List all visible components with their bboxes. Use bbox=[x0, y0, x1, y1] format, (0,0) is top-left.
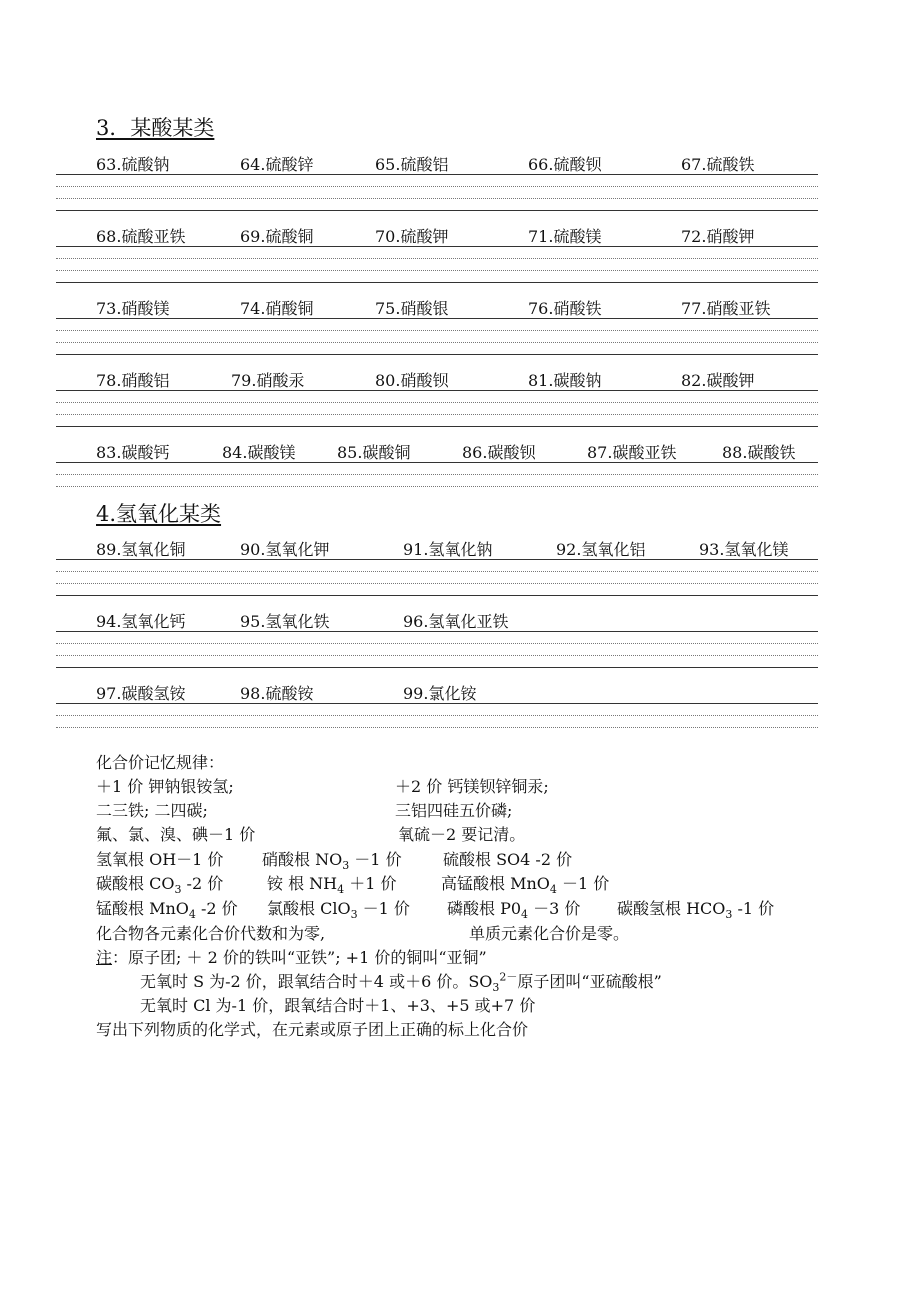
note-line: 无氧时 S 为-2 价，跟氧结合时＋4 或＋6 价。$SO_3^{2-}$原子团叫“亚硫酸根” bbox=[140, 970, 662, 995]
writing-line bbox=[56, 390, 818, 391]
compound-item: 89.氢氧化铜 bbox=[96, 540, 186, 559]
rule-text: 氧硫－2 要记清。 bbox=[398, 825, 526, 844]
compound-item: 71.硫酸镁 bbox=[528, 227, 602, 246]
compound-item: 67.硫酸铁 bbox=[681, 155, 755, 174]
rule-sum: 单质元素化合价是零。 bbox=[469, 924, 630, 943]
writing-line bbox=[56, 643, 818, 644]
compound-item: 77.硝酸亚铁 bbox=[681, 299, 771, 318]
compound-item: 94.氢氧化钙 bbox=[96, 612, 186, 631]
note-line: 注：原子团; ＋ 2 价的铁叫“亚铁”; +1 价的铜叫“亚铜” bbox=[96, 948, 487, 967]
compound-item: 70.硫酸钾 bbox=[375, 227, 449, 246]
radical-so4: 硫酸根 SO4 -2 价 bbox=[443, 850, 573, 869]
radical-co3: 碳酸根 $CO_3$ -2 价 bbox=[96, 874, 224, 897]
writing-line bbox=[56, 462, 818, 463]
compound-item: 74.硝酸铜 bbox=[240, 299, 314, 318]
writing-line bbox=[56, 318, 818, 319]
writing-line bbox=[56, 667, 818, 668]
compound-item: 73.硝酸镁 bbox=[96, 299, 170, 318]
writing-line bbox=[56, 474, 818, 475]
compound-item: 78.硝酸铝 bbox=[96, 371, 170, 390]
rule-text: 二三铁; 二四碳; bbox=[96, 801, 208, 820]
compound-item: 84.碳酸镁 bbox=[222, 443, 296, 462]
compound-item: 66.硫酸钡 bbox=[528, 155, 602, 174]
compound-item: 76.硝酸铁 bbox=[528, 299, 602, 318]
writing-line bbox=[56, 727, 818, 728]
writing-line bbox=[56, 655, 818, 656]
rule-text: ＋2 价 钙镁钡锌铜汞; bbox=[395, 777, 549, 796]
rule-text: ＋1 价 钾钠银铵氢; bbox=[96, 777, 234, 796]
compound-item: 96.氢氧化亚铁 bbox=[403, 612, 509, 631]
compound-item: 83.碳酸钙 bbox=[96, 443, 170, 462]
compound-item: 75.硝酸银 bbox=[375, 299, 449, 318]
rule-sum: 化合物各元素化合价代数和为零, bbox=[96, 924, 326, 943]
radical-hco3: 碳酸氢根 $HCO_3$ -1 价 bbox=[617, 899, 775, 922]
radical-no3: 硝酸根 $NO_3 -1$ 价 bbox=[262, 850, 402, 873]
compound-item: 87.碳酸亚铁 bbox=[587, 443, 677, 462]
radical-mno4-permanganate: 高锰酸根 MnO$_4$ －1 价 bbox=[441, 874, 610, 897]
compound-item: 65.硫酸铝 bbox=[375, 155, 449, 174]
compound-item: 63.硫酸钠 bbox=[96, 155, 170, 174]
writing-line bbox=[56, 486, 818, 487]
compound-item: 72.硝酸钾 bbox=[681, 227, 755, 246]
compound-item: 64.硫酸锌 bbox=[240, 155, 314, 174]
compound-item: 80.硝酸钡 bbox=[375, 371, 449, 390]
compound-item: 92.氢氧化铝 bbox=[556, 540, 646, 559]
instruction-text: 写出下列物质的化学式，在元素或原子团上正确的标上化合价 bbox=[96, 1020, 529, 1039]
radical-clo3: 氯酸根 ClO$_3$ －1 价 bbox=[267, 899, 410, 922]
compound-item: 90.氢氧化钾 bbox=[240, 540, 330, 559]
compound-item: 79.硝酸汞 bbox=[231, 371, 305, 390]
writing-line bbox=[56, 631, 818, 632]
writing-line bbox=[56, 342, 818, 343]
radical-po4: 磷酸根 $P0_4 -3$ 价 bbox=[447, 899, 581, 922]
compound-item: 93.氢氧化镁 bbox=[699, 540, 789, 559]
note-line: 无氧时 Cl 为-1 价，跟氧结合时＋1、+3、+5 或+7 价 bbox=[140, 996, 536, 1015]
compound-item: 81.碳酸钠 bbox=[528, 371, 602, 390]
writing-line bbox=[56, 703, 818, 704]
writing-line bbox=[56, 270, 818, 271]
compound-item: 82.碳酸钾 bbox=[681, 371, 755, 390]
compound-item: 88.碳酸铁 bbox=[722, 443, 796, 462]
rule-text: 三铝四硅五价磷; bbox=[395, 801, 513, 820]
note-label: 注 bbox=[96, 948, 113, 967]
radical-oh: 氢氧根 OH－1 价 bbox=[96, 850, 224, 869]
rules-heading: 化合价记忆规律： bbox=[96, 753, 225, 772]
compound-item: 91.氢氧化钠 bbox=[403, 540, 493, 559]
writing-line bbox=[56, 426, 818, 427]
rule-text: 氟、氯、溴、碘－1 价 bbox=[96, 825, 256, 844]
writing-line bbox=[56, 186, 818, 187]
writing-line bbox=[56, 258, 818, 259]
section-title: 4.氢氧化某类 bbox=[96, 502, 222, 526]
radical-nh4: 铵 根 $NH_4 +1$ 价 bbox=[267, 874, 397, 897]
writing-line bbox=[56, 246, 818, 247]
writing-line bbox=[56, 330, 818, 331]
section-title: 3．某酸某类 bbox=[96, 116, 215, 140]
radical-mno4-manganate: 锰酸根 MnO$_4$ -2 价 bbox=[96, 899, 238, 922]
writing-line bbox=[56, 595, 818, 596]
compound-item: 68.硫酸亚铁 bbox=[96, 227, 186, 246]
writing-line bbox=[56, 198, 818, 199]
writing-line bbox=[56, 559, 818, 560]
compound-item: 99.氯化铵 bbox=[403, 684, 477, 703]
writing-line bbox=[56, 174, 818, 175]
writing-line bbox=[56, 715, 818, 716]
compound-item: 86.碳酸钡 bbox=[462, 443, 536, 462]
compound-item: 98.硫酸铵 bbox=[240, 684, 314, 703]
writing-line bbox=[56, 583, 818, 584]
writing-line bbox=[56, 402, 818, 403]
writing-line bbox=[56, 282, 818, 283]
writing-line bbox=[56, 210, 818, 211]
writing-line bbox=[56, 354, 818, 355]
compound-item: 97.碳酸氢铵 bbox=[96, 684, 186, 703]
compound-item: 95.氢氧化铁 bbox=[240, 612, 330, 631]
writing-line bbox=[56, 571, 818, 572]
compound-item: 69.硫酸铜 bbox=[240, 227, 314, 246]
writing-line bbox=[56, 414, 818, 415]
compound-item: 85.碳酸铜 bbox=[337, 443, 411, 462]
